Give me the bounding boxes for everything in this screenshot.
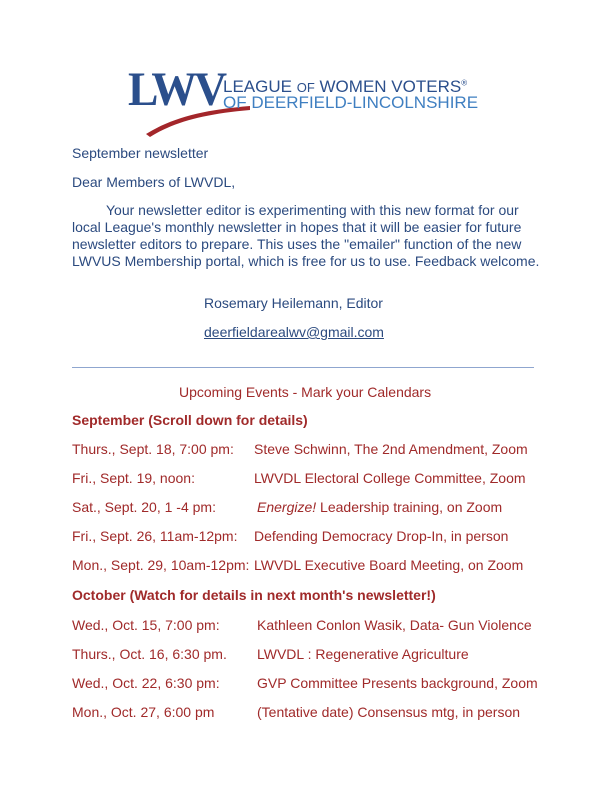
event-title: LWVDL Executive Board Meeting, on Zoom xyxy=(254,557,524,573)
event-title: Kathleen Conlon Wasik, Data- Gun Violence xyxy=(257,617,532,633)
event-title: GVP Committee Presents background, Zoom xyxy=(257,675,538,691)
event-date: Sat., Sept. 20, 1 -4 pm: xyxy=(72,499,216,515)
event-date: Fri., Sept. 19, noon: xyxy=(72,470,195,486)
section-divider xyxy=(72,367,534,368)
event-title: Energize! Leadership training, on Zoom xyxy=(257,499,503,515)
event-date: Thurs., Sept. 18, 7:00 pm: xyxy=(72,441,234,457)
event-title: Defending Democracy Drop-In, in person xyxy=(254,528,509,544)
event-date: Mon., Sept. 29, 10am-12pm: xyxy=(72,557,250,573)
logo-name-line2: OF DEERFIELD-LINCOLNSHIRE xyxy=(223,93,479,112)
logo-name-line1: LEAGUE OF WOMEN VOTERS® xyxy=(223,77,468,96)
september-heading: September (Scroll down for details) xyxy=(72,412,308,428)
event-title: LWVDL : Regenerative Agriculture xyxy=(257,646,469,662)
event-title: Steve Schwinn, The 2nd Amendment, Zoom xyxy=(254,441,528,457)
event-date: Fri., Sept. 26, 11am-12pm: xyxy=(72,528,238,544)
newsletter-title: September newsletter xyxy=(72,145,209,161)
event-title: (Tentative date) Consensus mtg, in person xyxy=(257,704,521,720)
logo-mark: LWV xyxy=(128,63,225,116)
event-date: Thurs., Oct. 16, 6:30 pm. xyxy=(72,646,227,662)
editor-email-link[interactable]: deerfieldarealwv@gmail.com xyxy=(204,324,384,340)
editor-signature: Rosemary Heilemann, Editor xyxy=(204,295,383,311)
lwv-logo xyxy=(128,63,488,138)
intro-paragraph: Your newsletter editor is experimenting with this new format for our local League's monthly newsletter in hopes that it will be easier for future newsletter editors to prepare. This uses the "emailer" function of the new LWVUS Membership portal, which is free for us to use. Feedback welcome. xyxy=(72,202,540,269)
events-heading: Upcoming Events - Mark your Calendars xyxy=(179,384,432,400)
event-date: Wed., Oct. 22, 6:30 pm: xyxy=(72,675,220,691)
event-date: Mon., Oct. 27, 6:00 pm xyxy=(72,704,215,720)
greeting: Dear Members of LWVDL, xyxy=(72,174,236,190)
october-heading: October (Watch for details in next month's newsletter!) xyxy=(72,587,436,603)
event-title: LWVDL Electoral College Committee, Zoom xyxy=(254,470,526,486)
event-date: Wed., Oct. 15, 7:00 pm: xyxy=(72,617,220,633)
